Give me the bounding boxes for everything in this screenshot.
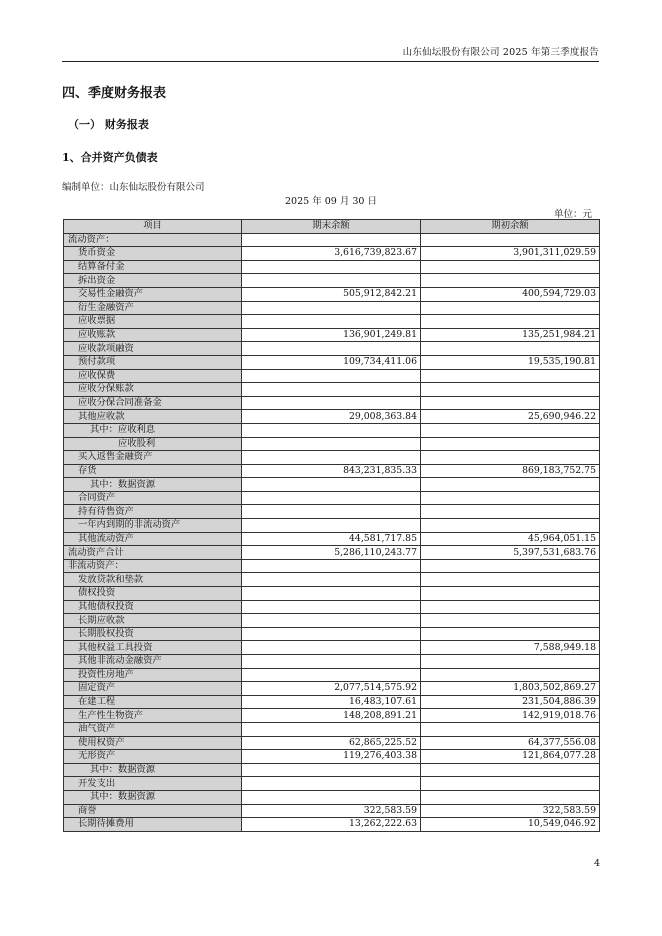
row-begin-balance xyxy=(421,383,600,397)
row-begin-balance: 64,377,556.08 xyxy=(421,736,600,750)
balance-sheet-table xyxy=(63,219,600,832)
row-begin-balance xyxy=(421,587,600,601)
row-end-balance: 16,483,107.61 xyxy=(242,695,421,709)
table-row xyxy=(64,247,600,261)
table-row xyxy=(64,369,600,383)
row-item-label: 其他权益工具投资 xyxy=(64,641,242,655)
row-begin-balance: 231,504,886.39 xyxy=(421,695,600,709)
page-number: 4 xyxy=(593,858,600,869)
header-divider xyxy=(62,61,599,62)
row-item-label: 应收分保账款 xyxy=(64,383,242,397)
row-begin-balance xyxy=(421,519,600,533)
row-item-label: 其他非流动金融资产 xyxy=(64,655,242,669)
row-begin-balance: 400,594,729.03 xyxy=(421,287,600,301)
row-item-label: 持有待售资产 xyxy=(64,505,242,519)
row-item-label: 债权投资 xyxy=(64,587,242,601)
row-end-balance: 119,276,403.38 xyxy=(242,750,421,764)
row-item-label: 其他流动资产 xyxy=(64,532,242,546)
table-row xyxy=(64,587,600,601)
table-row xyxy=(64,328,600,342)
row-item-label: 其他债权投资 xyxy=(64,600,242,614)
table-header-row xyxy=(64,220,600,234)
table-row xyxy=(64,355,600,369)
row-end-balance: 5,286,110,243.77 xyxy=(242,546,421,560)
table-row xyxy=(64,423,600,437)
row-end-balance xyxy=(242,437,421,451)
table-row xyxy=(64,818,600,832)
row-item-label: 其他应收款 xyxy=(64,410,242,424)
table-row xyxy=(64,763,600,777)
row-begin-balance: 1,803,502,869.27 xyxy=(421,682,600,696)
row-item-label: 拆出资金 xyxy=(64,274,242,288)
row-end-balance xyxy=(242,233,421,247)
row-end-balance xyxy=(242,655,421,669)
row-end-balance: 3,616,739,823.67 xyxy=(242,247,421,261)
row-end-balance xyxy=(242,369,421,383)
row-begin-balance xyxy=(421,559,600,573)
row-end-balance: 2,077,514,575.92 xyxy=(242,682,421,696)
row-end-balance xyxy=(242,559,421,573)
row-begin-balance xyxy=(421,790,600,804)
row-begin-balance: 135,251,984.21 xyxy=(421,328,600,342)
table-row xyxy=(64,627,600,641)
row-begin-balance xyxy=(421,600,600,614)
row-item-label: 预付款项 xyxy=(64,355,242,369)
row-end-balance xyxy=(242,763,421,777)
header-item: 项目 xyxy=(64,220,242,234)
row-end-balance: 109,734,411.06 xyxy=(242,355,421,369)
table-row xyxy=(64,233,600,247)
row-end-balance xyxy=(242,301,421,315)
row-item-label: 存货 xyxy=(64,464,242,478)
table-row xyxy=(64,464,600,478)
row-end-balance: 322,583.59 xyxy=(242,804,421,818)
row-begin-balance xyxy=(421,614,600,628)
row-begin-balance xyxy=(421,763,600,777)
row-item-label: 长期股权投资 xyxy=(64,627,242,641)
row-begin-balance: 5,397,531,683.76 xyxy=(421,546,600,560)
report-date: 2025 年 09 月 30 日 xyxy=(285,196,377,207)
row-item-label: 应收款项融资 xyxy=(64,342,242,356)
table-row xyxy=(64,573,600,587)
row-item-label: 一年内到期的非流动资产 xyxy=(64,519,242,533)
row-item-label: 长期应收款 xyxy=(64,614,242,628)
row-end-balance xyxy=(242,396,421,410)
row-end-balance xyxy=(242,260,421,274)
header-end-balance: 期末余额 xyxy=(242,220,421,234)
row-end-balance xyxy=(242,641,421,655)
row-item-label: 买入返售金融资产 xyxy=(64,451,242,465)
row-begin-balance xyxy=(421,478,600,492)
table-row xyxy=(64,383,600,397)
row-end-balance: 505,912,842.21 xyxy=(242,287,421,301)
table-row xyxy=(64,410,600,424)
row-end-balance xyxy=(242,573,421,587)
row-end-balance xyxy=(242,505,421,519)
row-item-label: 应收账款 xyxy=(64,328,242,342)
row-item-label: 使用权资产 xyxy=(64,736,242,750)
table-row xyxy=(64,519,600,533)
table-row xyxy=(64,274,600,288)
row-begin-balance xyxy=(421,260,600,274)
row-end-balance xyxy=(242,478,421,492)
row-item-label: 油气资产 xyxy=(64,722,242,736)
row-end-balance xyxy=(242,790,421,804)
row-begin-balance xyxy=(421,274,600,288)
row-item-label: 长期待摊费用 xyxy=(64,818,242,832)
table-row xyxy=(64,682,600,696)
section-title: 四、季度财务报表 xyxy=(62,86,167,101)
table-row xyxy=(64,301,600,315)
table-row xyxy=(64,559,600,573)
unit-label: 单位：元 xyxy=(553,209,592,220)
table-row xyxy=(64,342,600,356)
row-end-balance xyxy=(242,668,421,682)
row-begin-balance xyxy=(421,722,600,736)
table-row xyxy=(64,491,600,505)
row-begin-balance xyxy=(421,396,600,410)
row-end-balance: 843,231,835.33 xyxy=(242,464,421,478)
row-end-balance xyxy=(242,383,421,397)
row-end-balance: 148,208,891.21 xyxy=(242,709,421,723)
row-item-label: 应收票据 xyxy=(64,315,242,329)
row-item-label: 其中：数据资源 xyxy=(64,763,242,777)
row-item-label: 合同资产 xyxy=(64,491,242,505)
row-end-balance xyxy=(242,451,421,465)
table-title: 1、合并资产负债表 xyxy=(62,151,158,164)
row-end-balance: 29,008,363.84 xyxy=(242,410,421,424)
row-item-label: 无形资产 xyxy=(64,750,242,764)
row-begin-balance xyxy=(421,451,600,465)
row-begin-balance: 142,919,018.76 xyxy=(421,709,600,723)
row-end-balance: 136,901,249.81 xyxy=(242,328,421,342)
row-begin-balance xyxy=(421,315,600,329)
subsection-title: （一） 财务报表 xyxy=(68,118,149,131)
row-end-balance xyxy=(242,274,421,288)
row-begin-balance: 25,690,946.22 xyxy=(421,410,600,424)
table-row xyxy=(64,722,600,736)
org-label: 编制单位：山东仙坛股份有限公司 xyxy=(62,182,205,193)
row-end-balance xyxy=(242,600,421,614)
row-end-balance xyxy=(242,777,421,791)
row-end-balance xyxy=(242,342,421,356)
table-row xyxy=(64,750,600,764)
row-begin-balance xyxy=(421,301,600,315)
row-begin-balance xyxy=(421,423,600,437)
row-end-balance xyxy=(242,491,421,505)
table-row xyxy=(64,315,600,329)
row-begin-balance xyxy=(421,437,600,451)
row-end-balance: 13,262,222.63 xyxy=(242,818,421,832)
row-item-label: 货币资金 xyxy=(64,247,242,261)
row-begin-balance xyxy=(421,627,600,641)
row-begin-balance: 7,588,949.18 xyxy=(421,641,600,655)
row-begin-balance: 121,864,077.28 xyxy=(421,750,600,764)
row-begin-balance: 10,549,046.92 xyxy=(421,818,600,832)
row-item-label: 应收股利 xyxy=(64,437,242,451)
row-item-label: 在建工程 xyxy=(64,695,242,709)
table-row xyxy=(64,505,600,519)
table-row xyxy=(64,396,600,410)
row-begin-balance: 3,901,311,029.59 xyxy=(421,247,600,261)
row-begin-balance xyxy=(421,573,600,587)
row-item-label: 商誉 xyxy=(64,804,242,818)
row-end-balance xyxy=(242,423,421,437)
report-header: 山东仙坛股份有限公司 2025 年第三季度报告 xyxy=(402,47,599,58)
row-begin-balance: 322,583.59 xyxy=(421,804,600,818)
row-begin-balance xyxy=(421,505,600,519)
table-row xyxy=(64,287,600,301)
table-row xyxy=(64,600,600,614)
row-begin-balance xyxy=(421,233,600,247)
row-item-label: 结算备付金 xyxy=(64,260,242,274)
table-row xyxy=(64,546,600,560)
table-row xyxy=(64,655,600,669)
row-item-label: 应收分保合同准备金 xyxy=(64,396,242,410)
table-row xyxy=(64,668,600,682)
table-row xyxy=(64,260,600,274)
table-row xyxy=(64,437,600,451)
row-item-label: 其中：数据资源 xyxy=(64,478,242,492)
row-end-balance: 44,581,717.85 xyxy=(242,532,421,546)
row-end-balance xyxy=(242,519,421,533)
row-end-balance xyxy=(242,722,421,736)
row-item-label: 应收保费 xyxy=(64,369,242,383)
row-begin-balance xyxy=(421,777,600,791)
table-row xyxy=(64,709,600,723)
row-item-label: 其中：数据资源 xyxy=(64,790,242,804)
row-end-balance xyxy=(242,614,421,628)
table-row xyxy=(64,736,600,750)
row-item-label: 发放贷款和垫款 xyxy=(64,573,242,587)
row-item-label: 交易性金融资产 xyxy=(64,287,242,301)
table-row xyxy=(64,478,600,492)
row-begin-balance: 19,535,190.81 xyxy=(421,355,600,369)
row-item-label: 投资性房地产 xyxy=(64,668,242,682)
row-begin-balance xyxy=(421,369,600,383)
table-row xyxy=(64,614,600,628)
row-item-label: 生产性生物资产 xyxy=(64,709,242,723)
header-begin-balance: 期初余额 xyxy=(421,220,600,234)
row-item-label: 开发支出 xyxy=(64,777,242,791)
row-begin-balance xyxy=(421,655,600,669)
row-begin-balance: 45,964,051.15 xyxy=(421,532,600,546)
row-begin-balance: 869,183,752.75 xyxy=(421,464,600,478)
row-item-label: 固定资产 xyxy=(64,682,242,696)
table-row xyxy=(64,804,600,818)
table-row xyxy=(64,451,600,465)
row-item-label: 衍生金融资产 xyxy=(64,301,242,315)
table-row xyxy=(64,695,600,709)
table-row xyxy=(64,790,600,804)
row-item-label: 流动资产合计 xyxy=(64,546,242,560)
table-row xyxy=(64,641,600,655)
table-row xyxy=(64,777,600,791)
row-end-balance xyxy=(242,315,421,329)
row-end-balance xyxy=(242,587,421,601)
row-begin-balance xyxy=(421,342,600,356)
row-begin-balance xyxy=(421,668,600,682)
row-end-balance xyxy=(242,627,421,641)
row-item-label: 其中：应收利息 xyxy=(64,423,242,437)
row-item-label: 非流动资产： xyxy=(64,559,242,573)
row-end-balance: 62,865,225.52 xyxy=(242,736,421,750)
row-begin-balance xyxy=(421,491,600,505)
row-item-label: 流动资产： xyxy=(64,233,242,247)
table-row xyxy=(64,532,600,546)
